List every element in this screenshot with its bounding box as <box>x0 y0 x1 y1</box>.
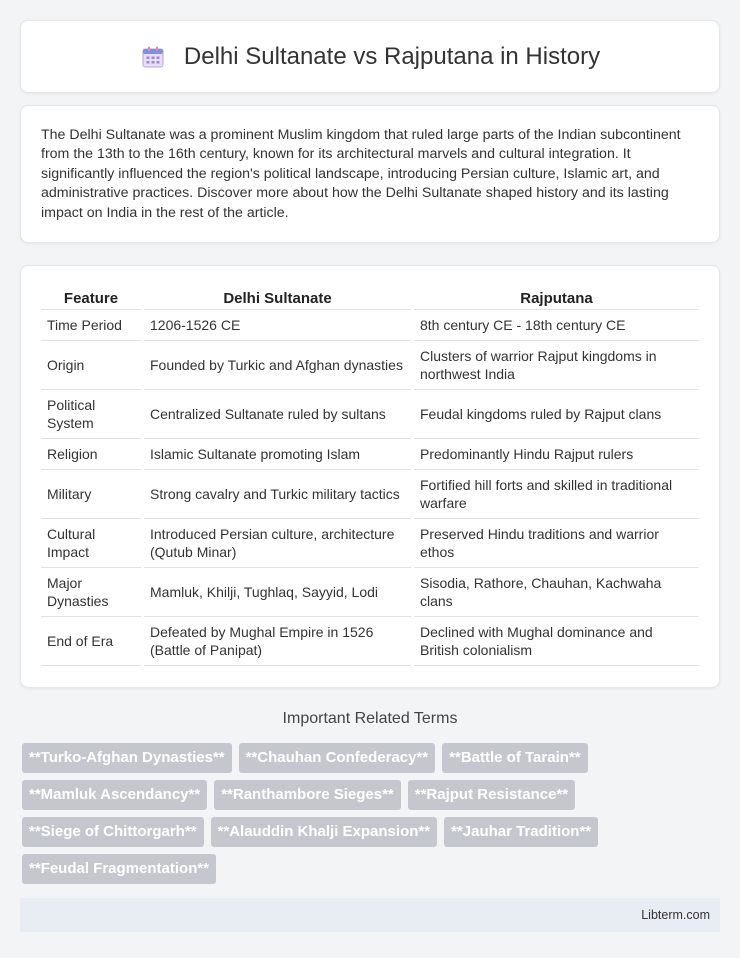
delhi-sultanate-cell: Introduced Persian culture, architecture (Qutub Minar) <box>144 519 411 568</box>
related-term-tag[interactable]: **Rajput Resistance** <box>408 780 575 810</box>
related-term-tag[interactable]: **Chauhan Confederacy** <box>239 743 436 773</box>
feature-cell: Political System <box>41 390 141 439</box>
column-header-delhi-sultanate: Delhi Sultanate <box>144 288 411 310</box>
rajputana-cell: Declined with Mughal dominance and British colonialism <box>414 617 699 666</box>
related-term-tag[interactable]: **Ranthambore Sieges** <box>214 780 401 810</box>
page-header <box>20 20 720 93</box>
delhi-sultanate-cell: Defeated by Mughal Empire in 1526 (Battle of Panipat) <box>144 617 411 666</box>
table-row <box>41 568 699 617</box>
table-row <box>41 519 699 568</box>
column-header-rajputana: Rajputana <box>414 288 699 310</box>
related-term-tag[interactable]: **Alauddin Khalji Expansion** <box>211 817 438 847</box>
delhi-sultanate-cell: 1206-1526 CE <box>144 310 411 341</box>
footer-site-link[interactable]: Libterm.com <box>641 908 710 922</box>
calendar-icon <box>140 44 166 70</box>
feature-cell: End of Era <box>41 617 141 666</box>
related-term-tag[interactable]: **Jauhar Tradition** <box>444 817 598 847</box>
related-term-tag[interactable]: **Feudal Fragmentation** <box>22 854 216 884</box>
table-header-row <box>41 288 699 310</box>
rajputana-cell: Sisodia, Rathore, Chauhan, Kachwaha clans <box>414 568 699 617</box>
table-row <box>41 390 699 439</box>
intro-text: The Delhi Sultanate was a prominent Muslim kingdom that ruled large parts of the Indian subcontinent from the 13th to the 16th century, known for its architectural marvels and cultural integration. It significantly influenced the region's political landscape, introducing Persian culture, Islamic art, and administrative practices. Discover more about how the Delhi Sultanate shaped history and its lasting impact on India in the rest of the article. <box>41 127 681 221</box>
related-term-tag[interactable]: **Siege of Chittorgarh** <box>22 817 204 847</box>
delhi-sultanate-cell: Strong cavalry and Turkic military tactics <box>144 470 411 519</box>
rajputana-cell: Preserved Hindu traditions and warrior ethos <box>414 519 699 568</box>
table-row <box>41 310 699 341</box>
delhi-sultanate-cell: Centralized Sultanate ruled by sultans <box>144 390 411 439</box>
rajputana-cell: Fortified hill forts and skilled in traditional warfare <box>414 470 699 519</box>
feature-cell: Time Period <box>41 310 141 341</box>
related-terms-list <box>20 743 720 884</box>
delhi-sultanate-cell: Islamic Sultanate promoting Islam <box>144 439 411 470</box>
table-row <box>41 470 699 519</box>
feature-cell: Military <box>41 470 141 519</box>
feature-cell: Origin <box>41 341 141 390</box>
rajputana-cell: Feudal kingdoms ruled by Rajput clans <box>414 390 699 439</box>
intro-card <box>20 105 720 243</box>
comparison-card <box>20 265 720 688</box>
rajputana-cell: Clusters of warrior Rajput kingdoms in northwest India <box>414 341 699 390</box>
column-header-feature: Feature <box>41 288 141 310</box>
page-footer <box>20 898 720 932</box>
related-terms-title: Important Related Terms <box>282 710 458 727</box>
related-term-tag[interactable]: **Battle of Tarain** <box>442 743 587 773</box>
comparison-table <box>38 288 702 666</box>
feature-cell: Religion <box>41 439 141 470</box>
rajputana-cell: Predominantly Hindu Rajput rulers <box>414 439 699 470</box>
table-row <box>41 341 699 390</box>
rajputana-cell: 8th century CE - 18th century CE <box>414 310 699 341</box>
feature-cell: Cultural Impact <box>41 519 141 568</box>
related-term-tag[interactable]: **Mamluk Ascendancy** <box>22 780 207 810</box>
page-title: Delhi Sultanate vs Rajputana in History <box>183 42 601 70</box>
feature-cell: Major Dynasties <box>41 568 141 617</box>
delhi-sultanate-cell: Founded by Turkic and Afghan dynasties <box>144 341 411 390</box>
related-term-tag[interactable]: **Turko-Afghan Dynasties** <box>22 743 232 773</box>
table-row <box>41 439 699 470</box>
table-row <box>41 617 699 666</box>
delhi-sultanate-cell: Mamluk, Khilji, Tughlaq, Sayyid, Lodi <box>144 568 411 617</box>
